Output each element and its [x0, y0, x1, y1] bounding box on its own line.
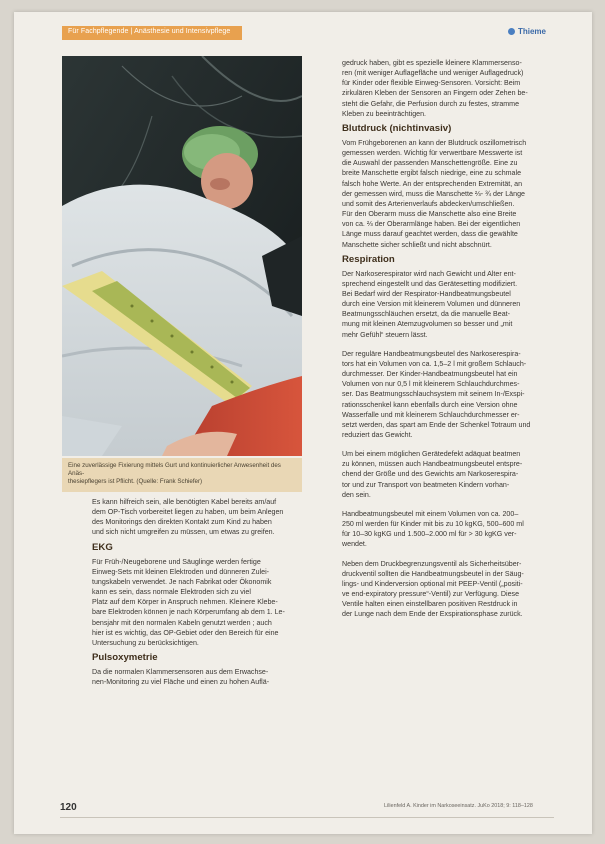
text-line: die Auswahl der passenden Manschettengröße. Eine zu [342, 159, 518, 168]
text-line: Einweg-Sets mit kleinen Elektroden und dünneren Zulei- [92, 567, 270, 576]
text-line: Um bei einem möglichen Gerätedefekt adäquat beatmen [342, 450, 521, 459]
page-number: 120 [60, 802, 77, 813]
text-line: rationsschenkel kann ebenfalls durch eine Version ohne [342, 400, 518, 409]
text-line: nen-Monitoring zu viel Fläche und einen zu hohen Auflä- [92, 678, 270, 687]
photo-caption [62, 458, 302, 492]
text-line: Platz auf dem Körper in Anspruch nehmen. Kleinere Klebe- [92, 598, 278, 607]
text-line: Für Früh-/Neugeborene und Säuglinge werden fertige [92, 557, 261, 566]
text-line: druckventil sollten die Handbeatmungsbeutel in der Säug- [342, 569, 524, 578]
text-line: durch eine Version mit kleinerem Volumen und dünneren [342, 300, 521, 309]
text-line: Kleben zu beeinträchtigen. [342, 109, 427, 118]
text-line: Länge muss darauf geachtet werden, dass die gewählte [342, 230, 518, 239]
text-line: steht die Gefahr, die Perfusion durch zu festes, stramme [342, 99, 520, 108]
text-line: von ca. ⅔ der Oberarmlänge haben. Bei der eigentlichen [342, 220, 521, 229]
continued-paragraph [342, 58, 562, 119]
section-header-label: Für Fachpflegende | Anästhesie und Intensivpflege [68, 28, 231, 35]
footer-citation: Lilienfeld A. Kinder im Narkoseeinsatz. JuKo 2018; 9: 118–128 [384, 803, 533, 809]
text-line: tungskabeln verwendet. Je nach Fabrikat oder Ökonomik [92, 577, 272, 586]
text-line: 250 ml werden für Kinder mit bis zu 10 kgKG, 500–600 ml [342, 520, 524, 529]
pulse-oximetry-heading: Pulsoxymetrie [92, 652, 158, 664]
text-line: gedruck haben, gibt es spezielle kleinere Klammersenso- [342, 59, 522, 67]
text-line: bare Elektroden können je nach Körperumfang ab dem 1. Le- [92, 608, 285, 617]
text-line: dem OP-Tisch vorbereitet liegen zu haben, um beim Anlegen [92, 508, 284, 517]
text-line: Volumen von nur 0,5 l mit kleinerem Schlauchdurchmes- [342, 380, 520, 389]
text-line: lings- und Kinderversion optional mit PEEP-Ventil („positi- [342, 579, 523, 588]
text-line: breite Manschette ergibt falsch niedrige, eine zu schmale [342, 169, 522, 178]
text-line: der Lunge nach dem Ende der Exspirationsphase zurück. [342, 610, 523, 619]
text-line: Handbeatmungsbeutel mit einem Volumen von ca. 200– [342, 509, 519, 518]
text-line: Da die normalen Klammersensoren aus dem Erwachse- [92, 668, 269, 677]
text-line: gemessen werden. Wichtig für verwertbare Messwerte ist [342, 149, 523, 158]
text-line: ve end-expiratory pressure“-Ventil) zur Verfügung. Diese [342, 590, 520, 599]
text-line: zirkulären Kleben der Sensoren an Fingern oder Zehen be- [342, 89, 528, 98]
text-line: für 10–30 kgKG und 1.500–2.000 ml für > 30 kgKG ver- [342, 530, 517, 539]
respiration-paragraph [342, 269, 562, 340]
text-line: setzt werden, das spart am Ende der Schenkel Totraum und [342, 420, 531, 429]
publisher-logo [508, 27, 546, 36]
caption-line-2: thesiepflegers ist Pflicht. (Quelle: Frank Schiefer) [68, 478, 203, 486]
text-line: falsch hohe Werte. An der entsprechenden Extremität, an [342, 179, 523, 188]
paragraph-spacer [342, 440, 562, 449]
text-line: wendet. [342, 540, 367, 549]
text-line: mehr Gefühl“ steuern lässt. [342, 330, 428, 339]
text-line: Bei Bedarf wird der Respirator-Handbeatmungsbeutel [342, 289, 511, 298]
text-line: ren (mit weniger Auflagefläche und weniger Auflagedruck) [342, 69, 524, 78]
paragraph-spacer [342, 550, 562, 559]
text-line: Beatmungsschläuchen ersetzt, da die manuelle Beat- [342, 310, 510, 319]
text-line: Manschette sicher schließt und nicht abschnürt. [342, 240, 492, 249]
text-line: Der reguläre Handbeatmungsbeutel des Narkoserespira- [342, 349, 521, 358]
text-line: tor und zur Transport von beatmeten Kindern vorhan- [342, 480, 510, 489]
text-line: chend der Größe und des Gewichts am Narkoserespira- [342, 470, 519, 479]
text-line: durchmesser. Der Kinder-Handbeatmungsbeutel hat ein [342, 370, 518, 379]
ekg-paragraph [92, 557, 324, 648]
text-line: Ventile halten einen einstellbaren positiven Restdruck in [342, 600, 518, 609]
device-failure-paragraph [342, 449, 562, 500]
text-line: den sein. [342, 490, 371, 499]
text-line: zu können, müssen auch Handbeatmungsbeutel entspre- [342, 460, 523, 469]
infant-photo-illustration [62, 56, 302, 456]
text-line: Der Narkoserespirator wird nach Gewicht und Alter ent- [342, 269, 516, 278]
right-column [342, 58, 562, 620]
text-line: sprechend eingestellt und das Gerätesetting modifiziert. [342, 279, 518, 288]
text-line: Wasserfalle und mit kleinerem Schlauchdurchmesser er- [342, 410, 520, 419]
ekg-heading: EKG [92, 541, 113, 553]
text-line: und sich nicht umgreifen zu müssen, um etwas zu greifen. [92, 528, 275, 537]
respiration-heading: Respiration [342, 253, 395, 265]
intro-paragraph [92, 497, 324, 538]
text-line: bensjahr mit den normalen Kabeln genutzt werden ; auch [92, 618, 272, 627]
text-line: reduziert das Gewicht. [342, 431, 413, 439]
logo-mark-icon [508, 28, 515, 35]
blood-pressure-heading: Blutdruck (nichtinvasiv) [342, 122, 452, 134]
publisher-logo-text: Thieme [517, 27, 546, 36]
footer-divider [60, 817, 554, 818]
text-line: der gemessen wird, muss die Manschette ⅔- ¾ der Länge [342, 189, 525, 198]
left-column [92, 497, 324, 687]
article-photo [62, 56, 302, 456]
bag-size-paragraph [342, 509, 562, 550]
text-line: Es kann hilfreich sein, alle benötigten Kabel bereits am/auf [92, 498, 277, 506]
text-line: kann es sein, dass normale Elektroden sich zu viel [92, 588, 251, 597]
text-line: mung mit kleinen Atemzugvolumen so besser und „mit [342, 320, 513, 329]
caption-line-1: Eine zuverlässige Fixierung mittels Gurt und kontinuierlicher Anwesenheit des Anäs- [68, 462, 281, 478]
paragraph-spacer [342, 340, 562, 349]
paragraph-spacer [342, 500, 562, 509]
text-line: und somit des Arterienverlaufs abdecken/umschließen. [342, 199, 515, 208]
text-line: für Kinder oder flexible Einweg-Sensoren. Vorsicht: Beim [342, 79, 521, 88]
text-line: tors hat ein Volumen von ca. 1,5–2 l mit großem Schlauch- [342, 359, 527, 368]
document-page [14, 12, 592, 834]
peep-valve-paragraph [342, 559, 562, 620]
text-line: Für den Oberarm muss die Manschette also eine Breite [342, 210, 517, 219]
text-line: des Monitorings den direkten Kontakt zum Kind zu haben [92, 518, 272, 527]
text-line: ser. Das Beatmungsschlauchsystem mit seinem In-/Exspi- [342, 390, 525, 399]
bag-volume-paragraph [342, 349, 562, 440]
text-line: hier ist es wichtig, das OP-Gebiet oder den Bereich für eine [92, 628, 279, 637]
text-line: Untersuchung zu berücksichtigen. [92, 638, 199, 647]
text-line: Vom Frühgeborenen an kann der Blutdruck oszillometrisch [342, 138, 527, 147]
blood-pressure-paragraph [342, 138, 562, 250]
text-line: Neben dem Druckbegrenzungsventil als Sicherheitsüber- [342, 559, 522, 568]
pulse-oximetry-paragraph [92, 667, 324, 687]
